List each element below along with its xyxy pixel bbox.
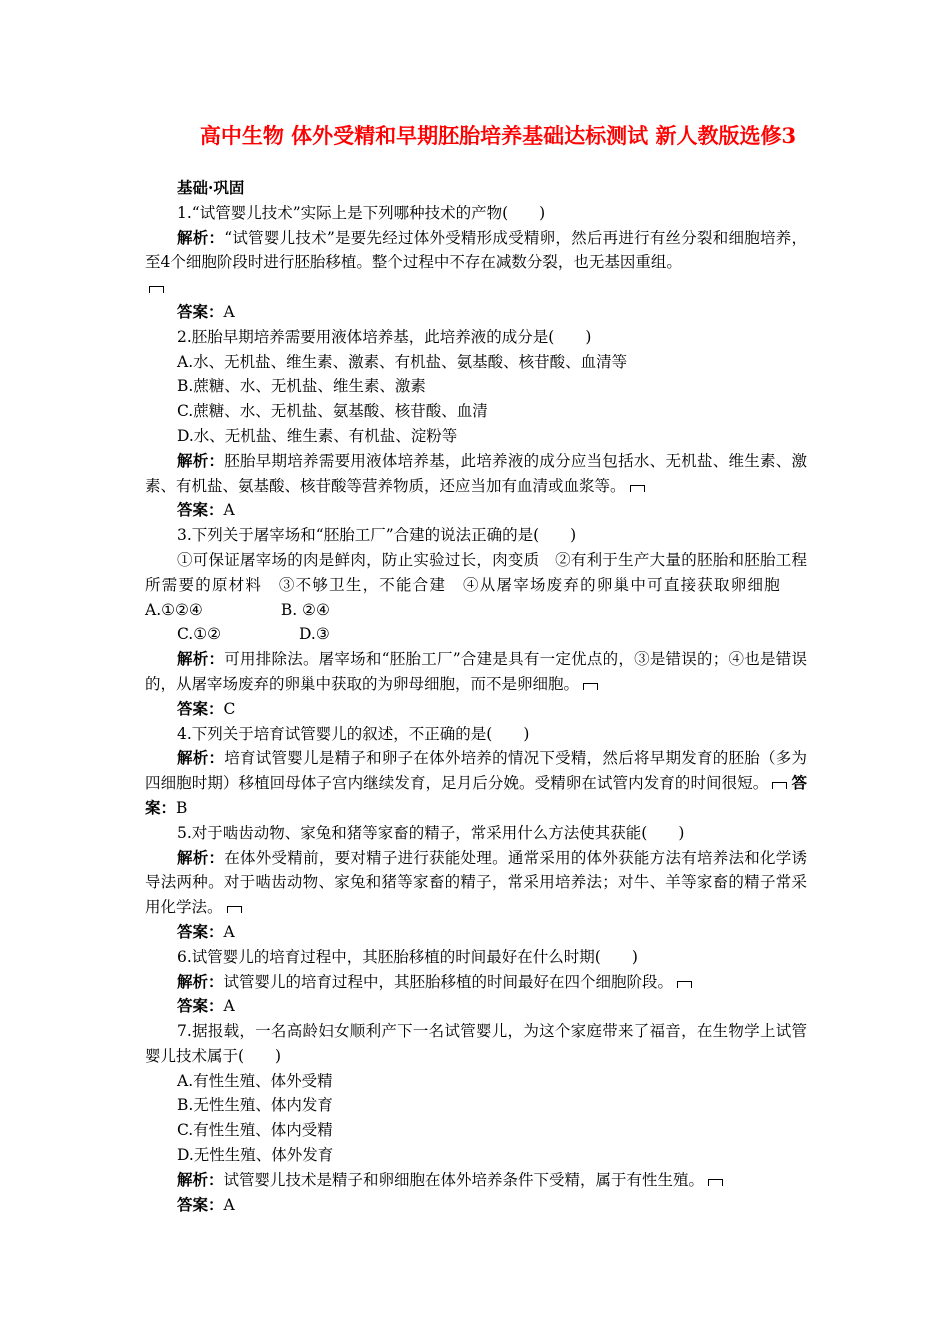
question-3-option-a: A.①②④ (145, 600, 203, 619)
question-3-option-d: D.③ (299, 625, 330, 644)
question-7-option-a: A.有性生殖、体外受精 (177, 1071, 333, 1090)
answer-label: 答案： (177, 996, 224, 1016)
analysis-label: 解析： (177, 971, 224, 991)
analysis-text: “试管婴儿技术”是要先经过体外受精形成受精卵，然后再进行有丝分裂和细胞培养，至4个细胞阶段时进行胚胎移植。整个过程中不存在减数分裂，也无基因重组。 (145, 228, 807, 272)
bracket-mark-icon (149, 286, 164, 293)
bracket-mark-icon (583, 683, 598, 690)
question-7-analysis (145, 1168, 807, 1193)
answer-label: 答案： (177, 921, 224, 941)
question-7-stem: 7.据报载，一名高龄妇女顺利产下一名试管婴儿，为这个家庭带来了福音，在生物学上试管婴儿技术属于( ) (145, 1022, 807, 1065)
analysis-text: 试管婴儿技术是精子和卵细胞在体外培养条件下受精，属于有性生殖。 (223, 1170, 705, 1189)
question-6-stem: 6.试管婴儿的培育过程中，其胚胎移植的时间最好在什么时期( ) (177, 947, 638, 966)
analysis-text: 胚胎早期培养需要用液体培养基，此培养液的成分应当包括水、无机盐、维生素、激素、有机盐、氨基酸、核苷酸等营养物质，还应当加有血清或血浆等。 (145, 451, 807, 495)
question-2-stem: 2.胚胎早期培养需要用液体培养基，此培养液的成分是( ) (177, 327, 592, 346)
question-6-analysis (145, 970, 807, 995)
answer-value: A (223, 1195, 235, 1214)
answer-label: 答案： (177, 301, 224, 321)
question-2-option-a: A.水、无机盐、维生素、激素、有机盐、氨基酸、核苷酸、血清等 (177, 352, 628, 371)
analysis-text: 在体外受精前，要对精子进行获能处理。通常采用的体外获能方法有培养法和化学诱导法两种。对于啮齿动物、家兔和猪等家畜的精子，常采用培养法；对牛、羊等家畜的精子常采用化学法。 (145, 848, 807, 917)
question-3-option-b: B. ②④ (280, 600, 330, 619)
question-3-stem: 3.下列关于屠宰场和“胚胎工厂”合建的说法正确的是( ) (177, 526, 577, 545)
question-1-mark (145, 275, 807, 300)
analysis-label: 解析： (177, 748, 225, 768)
question-5-analysis (145, 846, 807, 920)
question-7-answer (145, 1193, 807, 1218)
question-1-stem: 1.“试管婴儿技术”实际上是下列哪种技术的产物( ) (177, 203, 546, 222)
question-6-answer (145, 994, 807, 1019)
question-2-option-c: C.蔗糖、水、无机盐、氨基酸、核苷酸、血清 (177, 402, 488, 421)
analysis-label: 解析： (177, 227, 225, 247)
question-5-answer (145, 920, 807, 945)
question-7-option-c: C.有性生殖、体内受精 (177, 1121, 333, 1140)
question-3-option-c: C.①② (177, 625, 222, 644)
question-7-option-b: B.无性生殖、体内发育 (177, 1096, 333, 1115)
question-1-analysis (145, 226, 807, 276)
answer-label: 答案： (177, 1194, 224, 1214)
answer-label: 答案： (177, 500, 224, 520)
question-2-analysis (145, 449, 807, 499)
answer-value: C (223, 699, 236, 718)
answer-value: B (176, 798, 188, 817)
analysis-text: 可用排除法。屠宰场和“胚胎工厂”合建是具有一定优点的，③是错误的；④也是错误的，从屠宰场废弃的卵巢中获取的为卵母细胞，而不是卵细胞。 (145, 650, 807, 693)
analysis-label: 解析： (177, 847, 225, 867)
analysis-label: 解析： (177, 450, 225, 470)
question-5-stem: 5.对于啮齿动物、家兔和猪等家畜的精子，常采用什么方法使其获能( ) (177, 823, 685, 842)
analysis-label: 解析： (177, 1169, 224, 1189)
question-4-analysis (145, 746, 807, 820)
bracket-mark-icon (630, 485, 645, 492)
question-7-option-d: D.无性生殖、体外发育 (177, 1146, 334, 1165)
answer-value: A (223, 302, 235, 321)
question-2-answer (145, 498, 807, 523)
answer-value: A (223, 501, 235, 520)
bracket-mark-icon (772, 782, 787, 789)
answer-label: 答案： (145, 773, 807, 817)
question-2-option-b: B.蔗糖、水、无机盐、维生素、激素 (177, 377, 426, 396)
analysis-label: 解析： (177, 649, 225, 669)
question-3-statements (145, 548, 807, 622)
question-1-answer (145, 300, 807, 325)
question-2-option-d: D.水、无机盐、维生素、有机盐、淀粉等 (177, 426, 458, 445)
analysis-text: 培育试管婴儿是精子和卵子在体外培养的情况下受精，然后将早期发育的胚胎（多为四细胞时期）移植回母体子宫内继续发育，足月后分娩。受精卵在试管内发育的时间很短。 (145, 749, 807, 793)
statements-text: ①可保证屠宰场的肉是鲜肉，防止实验过长，肉变质 ②有利于生产大量的胚胎和胚胎工程所需要的原材料 ③不够卫生，不能合建 ④从屠宰场废弃的卵巢中可直接获取卵细胞 (145, 550, 807, 594)
answer-label: 答案： (177, 698, 224, 718)
question-4-stem: 4.下列关于培育试管婴儿的叙述，不正确的是( ) (177, 724, 530, 743)
document-body (145, 176, 807, 1217)
bracket-mark-icon (677, 981, 692, 988)
section-heading: 基础·巩固 (177, 178, 245, 197)
bracket-mark-icon (227, 906, 242, 913)
question-3-answer (145, 697, 807, 722)
answer-value: A (223, 922, 235, 941)
question-3-options-cd (145, 622, 807, 647)
document-title: 高中生物 体外受精和早期胚胎培养基础达标测试 新人教版选修3 (199, 123, 797, 148)
bracket-mark-icon (708, 1179, 723, 1186)
analysis-text: 试管婴儿的培育过程中，其胚胎移植的时间最好在四个细胞阶段。 (223, 972, 674, 991)
answer-value: A (223, 997, 235, 1016)
question-3-analysis (145, 647, 807, 697)
